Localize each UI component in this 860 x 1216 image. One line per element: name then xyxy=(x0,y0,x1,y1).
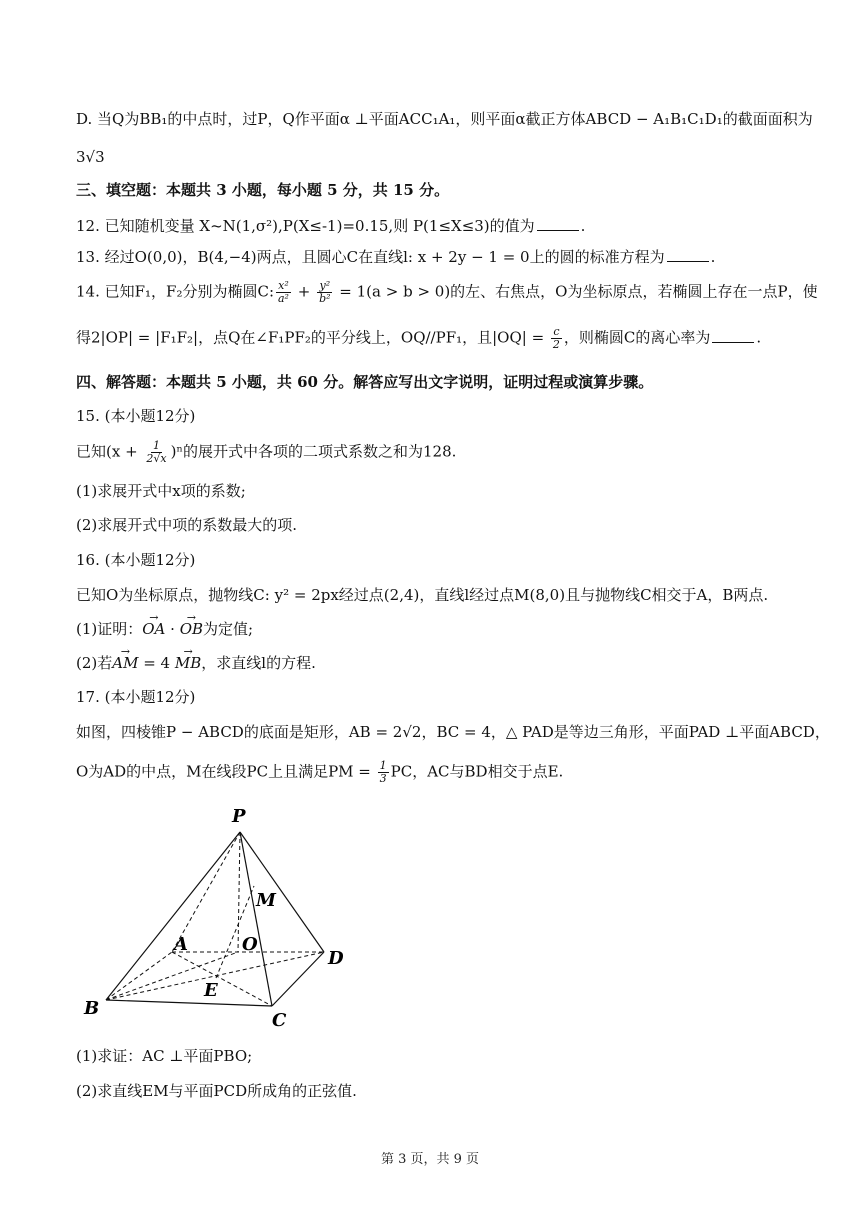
q16-p1-a: (1)证明： xyxy=(76,620,143,638)
q15-stem-b: )ⁿ的展开式中各项的二项式系数之和为128. xyxy=(170,442,457,461)
q17-stem2-b: PC，AC与BD相交于点E. xyxy=(390,762,564,781)
page-footer: 第 3 页，共 9 页 xyxy=(380,1152,480,1167)
q13-blank xyxy=(667,247,709,262)
section4-heading: 四、解答题：本题共 5 小题，共 60 分。解答应写出文字说明，证明过程或演算步骤。 xyxy=(76,373,654,391)
question-12 xyxy=(76,215,800,237)
vector-am: → AM xyxy=(112,652,138,674)
q16-stem: 已知O为坐标原点，抛物线C: y² = 2px经过点(2,4)，直线l经过点M(8,0)且与抛物线C相交于A，B两点. xyxy=(76,586,769,604)
label-m: M xyxy=(256,890,276,911)
q14-line2-text-a: 得2|OP| = |F₁F₂|，点Q在∠F₁PF₂的平分线上，OQ//PF₁，且|OQ| = xyxy=(76,328,549,347)
section3-heading: 三、填空题：本题共 3 小题，每小题 5 分，共 15 分。 xyxy=(76,181,450,199)
label-b: B xyxy=(84,998,100,1019)
q16-p2-b: ，求直线l的方程. xyxy=(201,654,316,672)
question-13 xyxy=(76,246,800,268)
q13-text: 13. 经过O(0,0)，B(4,−4)两点，且圆心C在直线l: x + 2y − 1 = 0上的圆的标准方程为 xyxy=(76,248,665,266)
q14-frac-y-num: y² xyxy=(319,279,331,292)
q12-text: 12. 已知随机变量 X~N(1,σ²),P(X≤-1)=0.15,则 P(1≤X≤3)的值为 xyxy=(76,217,535,235)
q14-frac-c-num: c xyxy=(553,325,560,338)
q17-stem1: 如图，四棱锥P − ABCD的底面是矩形，AB = 2√2，BC = 4，△ PAD是等边三角形，平面PAD ⊥平面ABCD， xyxy=(76,723,830,741)
q14-frac-x xyxy=(276,280,291,305)
edge-bc xyxy=(106,1000,272,1006)
q13-end: . xyxy=(710,248,716,266)
q14-blank xyxy=(712,328,754,343)
vector-ob: → OB xyxy=(180,618,203,640)
q17-stem2-a: O为AD的中点，M在线段PC上且满足PM = xyxy=(76,762,376,781)
q14-frac-y xyxy=(317,280,332,305)
label-a: A xyxy=(174,934,188,955)
q15-frac-num: 1 xyxy=(153,439,161,452)
diagonal-ac xyxy=(172,952,272,1006)
q16-p2-a: (2)若 xyxy=(76,654,113,672)
vector-mb: → MB xyxy=(175,652,201,674)
q14-line2-text-b: ，则椭圆C的离心率为 xyxy=(563,328,711,347)
pyramid-figure xyxy=(76,800,366,1032)
q17-frac-den: 3 xyxy=(379,772,387,785)
label-e: E xyxy=(204,980,218,1001)
q16-p2-mid: = 4 xyxy=(138,654,175,672)
q12-end: . xyxy=(580,217,586,235)
label-c: C xyxy=(272,1010,287,1031)
q15-stem xyxy=(76,440,800,465)
q15-title: 15. (本小题12分) xyxy=(76,407,196,425)
option-d-line2: 3√3 xyxy=(76,148,105,166)
q16-part2 xyxy=(76,652,800,674)
q14-text-a: 14. 已知F₁，F₂分别为椭圆C: xyxy=(76,282,274,301)
q16-part1 xyxy=(76,618,800,640)
edge-cd xyxy=(272,952,324,1006)
q14-text-b: = 1(a > b > 0)的左、右焦点，O为坐标原点，若椭圆上存在一点P，使 xyxy=(334,282,818,301)
segment-po xyxy=(238,832,240,952)
q14-frac-c xyxy=(551,326,562,351)
q16-dot: · xyxy=(165,620,180,638)
q17-frac-num: 1 xyxy=(379,759,387,772)
q17-title: 17. (本小题12分) xyxy=(76,688,196,706)
q15-frac-den: 2√x xyxy=(146,452,167,465)
q17-part2: (2)求直线EM与平面PCD所成角的正弦值. xyxy=(76,1082,357,1100)
q15-frac xyxy=(144,440,168,465)
question-14-line2 xyxy=(76,326,800,351)
q17-frac xyxy=(378,760,389,785)
edge-pb xyxy=(106,832,240,1000)
q17-stem2 xyxy=(76,760,800,785)
label-p: P xyxy=(232,806,246,827)
q15-part1: (1)求展开式中x项的系数; xyxy=(76,482,246,500)
q15-part2: (2)求展开式中项的系数最大的项. xyxy=(76,516,298,534)
q15-stem-a: 已知(x + xyxy=(76,442,143,461)
edge-pc xyxy=(240,832,272,1006)
q14-frac-c-den: 2 xyxy=(552,338,560,351)
q14-plus: + xyxy=(292,282,316,301)
q14-frac-y-den: b² xyxy=(319,292,331,305)
segment-em xyxy=(216,886,254,978)
q14-frac-x-den: a² xyxy=(278,292,289,305)
q16-p1-b: 为定值; xyxy=(203,620,254,638)
q14-frac-x-num: x² xyxy=(278,279,289,292)
vector-oa: → OA xyxy=(142,618,165,640)
q16-title: 16. (本小题12分) xyxy=(76,551,196,569)
q17-part1: (1)求证：AC ⊥平面PBO; xyxy=(76,1047,253,1065)
label-d: D xyxy=(328,948,344,969)
label-o: O xyxy=(242,934,258,955)
option-d-line1: D. 当Q为BB₁的中点时，过P，Q作平面α ⊥平面ACC₁A₁，则平面α截正方体ABCD − A₁B₁C₁D₁的截面面积为 xyxy=(76,110,813,128)
q14-end: . xyxy=(756,328,762,347)
q12-blank xyxy=(537,216,579,231)
question-14-line1 xyxy=(76,279,818,305)
